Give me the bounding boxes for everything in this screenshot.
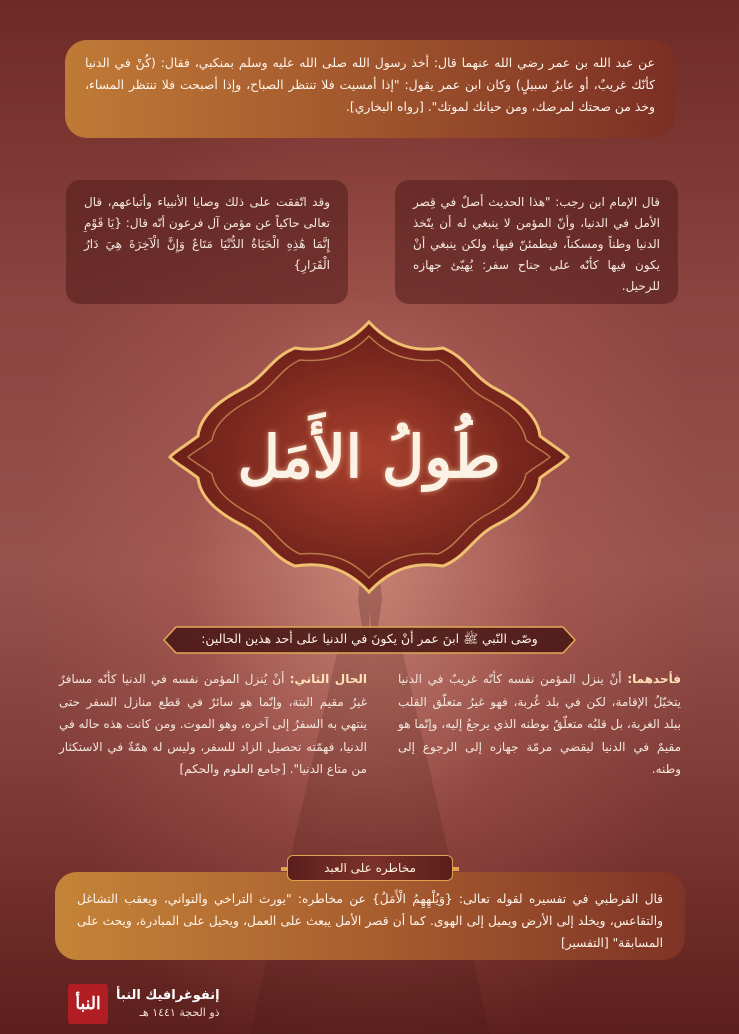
dangers-label-text: مخاطره على العبد — [324, 861, 416, 875]
footer-brand: إنفوغرافيك النبأ — [116, 988, 220, 1003]
ibn-rajab-quote-card — [395, 180, 678, 304]
footer-date: ذو الحجة ١٤٤١ هـ — [139, 1006, 220, 1019]
two-states-banner-text: وصّى النّبي ﷺ ابنَ عمر أنْ يكونَ في الدنيا على أحد هذين الحالين: — [201, 630, 538, 646]
second-state-heading: الحال الثاني: — [289, 672, 367, 686]
top-hadith-text: عن عبد الله بن عمر رضي الله عنهما قال: أخذ رسول الله صلى الله عليه وسلم بمنكبي، فقال: (كُنْ في الدنيا كأنّك غريبٌ، أو عابرُ سبيلٍ) وكان ابن عمر يقول: "إذا أمسيت فلا تنتظر الصباح، وإذا أصبحت فلا تنتظر المساء، وخذ من صحتك لمرضك، ومن حياتك لموتك". [رواه البخاري]. — [85, 55, 655, 114]
label-right-tick — [453, 867, 459, 871]
naba-logo — [68, 984, 108, 1024]
page-title: طُولُ الأَمَل — [237, 423, 501, 491]
dangers-box — [55, 872, 685, 960]
prophets-advice-text: وقد اتّفقت على ذلك وصايا الأنبياء وأتباعهم، قال تعالى حاكياً عن مؤمن آل فرعون أنّه قال: {يَا قَوْمِ إِنَّمَا هَٰذِهِ الْحَيَاةُ الدُّنْيَا مَتَاعٌ وَإِنَّ الْآخِرَةَ هِيَ دَارُ الْقَرَارِ} — [84, 195, 330, 272]
label-left-tick — [281, 867, 287, 871]
title-ornament — [168, 318, 570, 596]
two-states-banner — [162, 625, 577, 655]
top-hadith-box — [65, 40, 675, 138]
prophets-advice-card — [66, 180, 348, 304]
footer-credits — [116, 987, 220, 1021]
dangers-label — [287, 855, 453, 881]
dangers-text: قال القرطبي في تفسيره لقوله تعالى: {وَيُلْهِهِمُ الْأَمَلُ} عن مخاطره: "يورث التراخي والتواني، ويعقب التشاغل والتقاعس، ويخلد إلى الأرض ويميل إلى الهوى. كما أن قصر الأمل يبعث على العمل، ويحيل على المبادرة، ويحث على المسابقة" [التفسير] — [77, 892, 663, 950]
second-state-body: أنْ يُنزل المؤمن نفسه في الدنيا كأنّه مسافرٌ غيرُ مقيم البتة، وإنّما هو سائرٌ في قطع منازل السفر حتى ينتهي به السفرُ إلى آخره، وهو الموت. ومن كانت هذه حاله في الدنيا، فهمّته تحصيل الزاد للسفر، وليس له همّةٌ في الاستكثار من متاع الدنيا". [جامع العلوم والحكم] — [59, 672, 367, 776]
first-state-text-block — [398, 668, 681, 781]
second-state-text-block — [59, 668, 367, 781]
first-state-heading: فأحدهما: — [627, 672, 681, 686]
first-state-body: أنْ ينزل المؤمن نفسه كأنّه غريبٌ في الدنيا يتخيّلُ الإقامة، لكن في بلد غُربة، فهو غيرُ متعلّق القلب ببلد الغربة، بل قلبُه متعلّقٌ بوطنه الذي يرجعُ إليه، وإنّما هو مقيمٌ في الدنيا ليقضي مرمّة جهازه إلى الرجوع إلى وطنه. — [398, 672, 681, 776]
footer — [68, 984, 220, 1024]
ibn-rajab-quote-text: قال الإمام ابن رجب: "هذا الحديث أصلٌ في قِصر الأمل في الدنيا، وأنّ المؤمن لا ينبغي له أن يتّخذ الدنيا وطناً ومسكناً، فيطمئنّ فيها، ولكن ينبغي أنْ يكون فيها كأنّه على جناح سفر: يُهيّئ جهازه للرحيل. — [413, 195, 660, 293]
naba-logo-text: النبأ — [75, 994, 101, 1014]
